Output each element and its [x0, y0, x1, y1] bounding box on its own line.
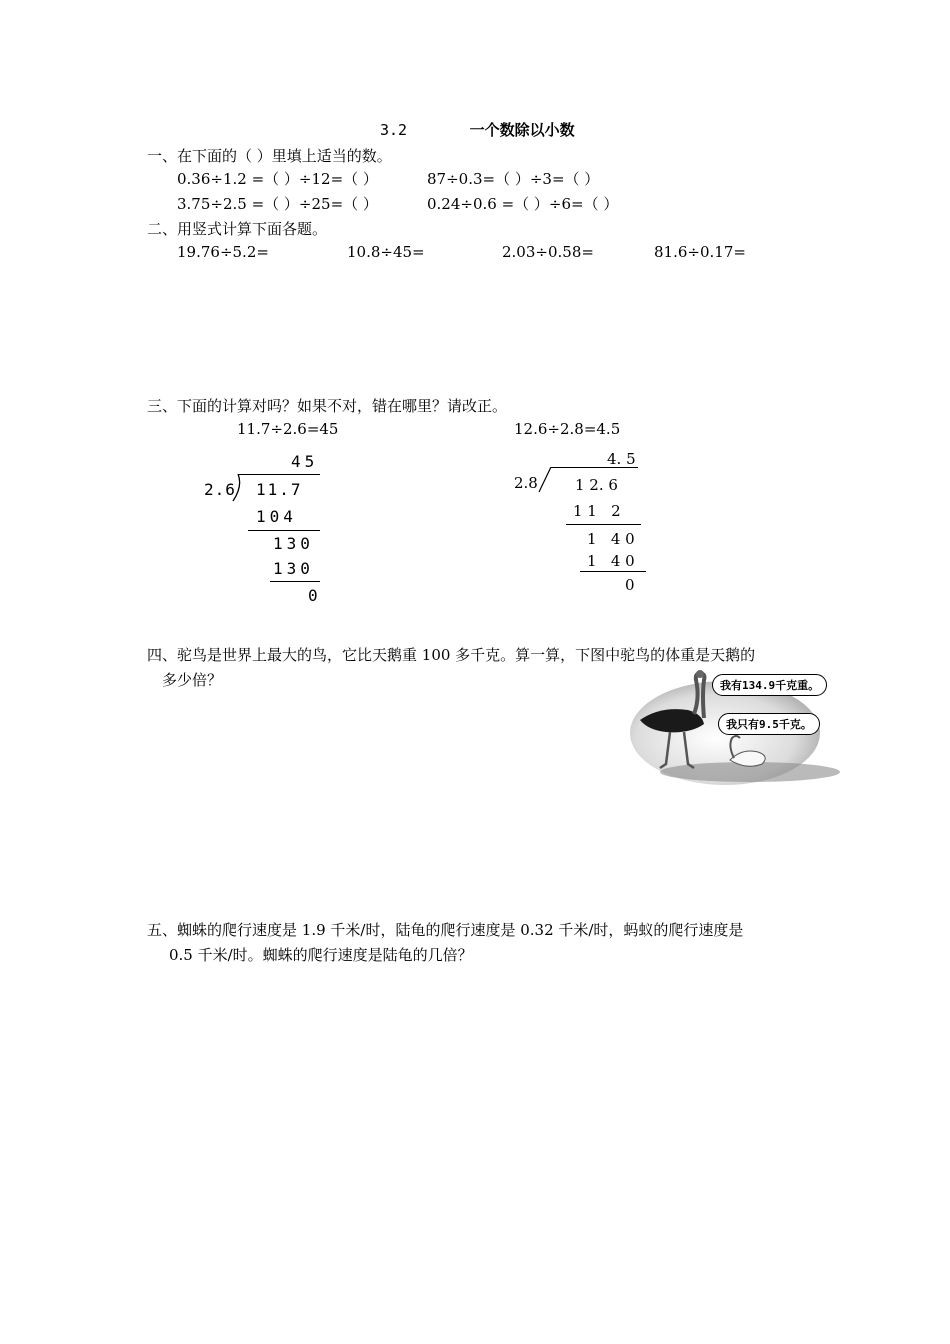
right-quotient-line — [551, 467, 638, 468]
fill-blank-1: 0.36÷1.2 =（ ）÷12=（ ） — [177, 170, 378, 188]
left-divisor: 2.6 — [204, 480, 236, 499]
section4-text-line2: 多少倍？ — [162, 671, 223, 689]
left-division-bracket — [232, 474, 244, 502]
left-step-1: 104 — [256, 507, 297, 526]
fill-blank-4: 0.24÷0.6 =（ ）÷6=（ ） — [427, 195, 619, 213]
left-step-line-1 — [248, 530, 320, 531]
right-step-1: 1 1 2 — [573, 502, 621, 520]
left-quotient-line — [238, 474, 320, 475]
right-dividend: 1 2. 6 — [575, 476, 618, 494]
title-text: 一个数除以小数 — [469, 121, 575, 139]
vertical-problem-1: 19.76÷5.2= — [177, 243, 269, 261]
left-dividend: 11.7 — [256, 480, 303, 499]
section4-text-line1: 四、驼鸟是世界上最大的鸟，它比天鹅重 100 多千克。算一算，下图中驼鸟的体重是天鹅的 — [147, 646, 756, 664]
left-quotient: 45 — [291, 452, 319, 471]
left-step-3: 130 — [273, 559, 314, 578]
ostrich-speech-bubble: 我有134.9千克重。 — [712, 674, 827, 696]
section1-heading: 一、在下面的（ ）里填上适当的数。 — [147, 147, 392, 165]
right-step-line-1 — [566, 524, 641, 525]
ostrich-swan-illustration — [630, 668, 840, 788]
section5-text-line2: 0.5 千米/时。蜘蛛的爬行速度是陆龟的几倍？ — [169, 946, 473, 964]
left-equation: 11.7÷2.6=45 — [237, 420, 339, 438]
section5-text-line1: 五、蜘蛛的爬行速度是 1.9 千米/时，陆龟的爬行速度是 0.32 千米/时，蚂蚁的爬行速度是 — [147, 921, 744, 939]
right-step-line-2 — [580, 571, 646, 572]
fill-blank-3: 3.75÷2.5 =（ ）÷25=（ ） — [177, 195, 378, 213]
vertical-problem-4: 81.6÷0.17= — [654, 243, 746, 261]
title-number: 3.2 — [380, 121, 408, 139]
right-step-3: 1 4 0 — [587, 552, 635, 570]
vertical-problem-3: 2.03÷0.58= — [502, 243, 594, 261]
page-title — [380, 119, 575, 140]
left-step-2: 130 — [273, 534, 314, 553]
swan-speech-bubble: 我只有9.5千克。 — [718, 713, 820, 735]
section2-heading: 二、用竖式计算下面各题。 — [147, 220, 328, 238]
right-remainder: 0 — [625, 576, 635, 594]
right-step-2: 1 4 0 — [587, 530, 635, 548]
fill-blank-2: 87÷0.3=（ ）÷3=（ ） — [427, 170, 600, 188]
section3-heading: 三、下面的计算对吗？如果不对，错在哪里？请改正。 — [147, 397, 508, 415]
left-step-line-2 — [270, 581, 320, 582]
right-divisor: 2.8 — [514, 474, 538, 492]
vertical-problem-2: 10.8÷45= — [347, 243, 425, 261]
right-division-bracket — [537, 467, 553, 493]
left-remainder: 0 — [308, 586, 322, 605]
right-quotient: 4. 5 — [607, 450, 636, 468]
right-equation: 12.6÷2.8=4.5 — [514, 420, 621, 438]
